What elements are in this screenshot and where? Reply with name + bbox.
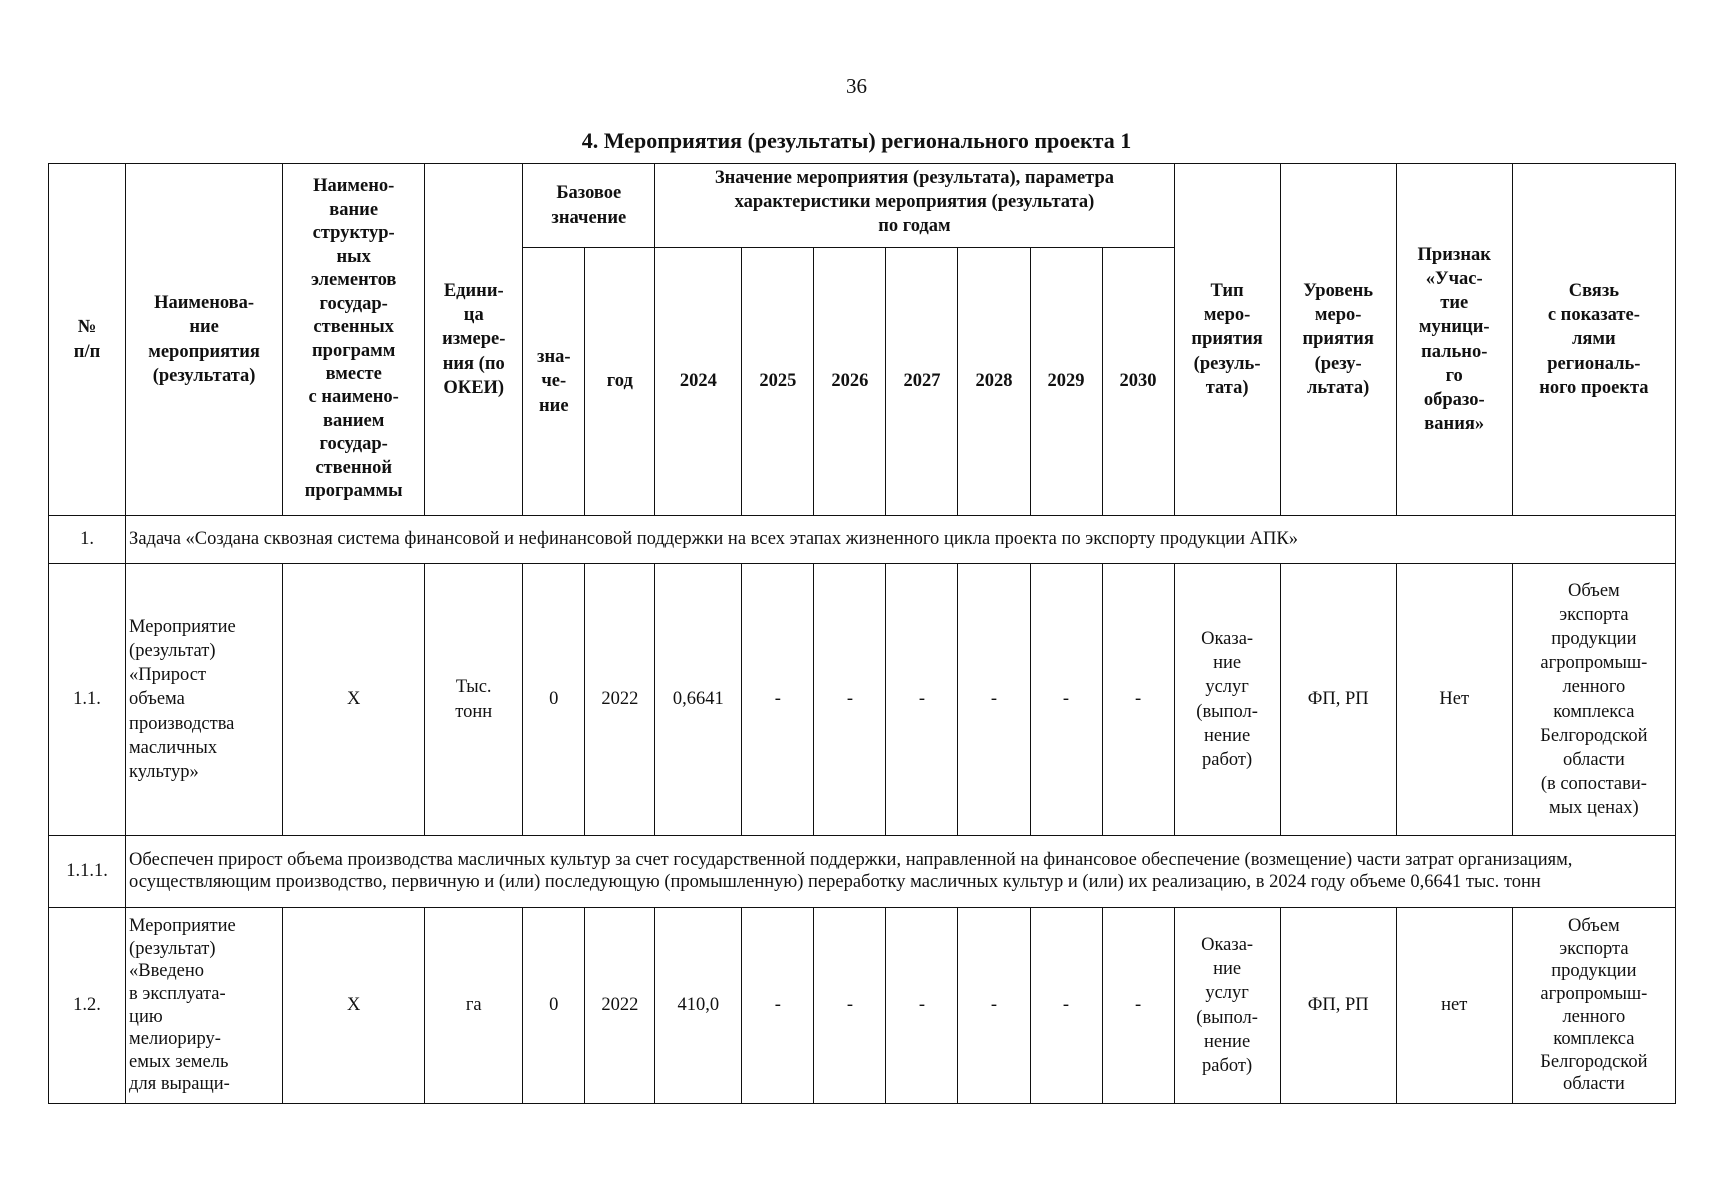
value-2026: -	[814, 564, 886, 836]
base-year: 2022	[585, 908, 655, 1104]
col-header-base-value: зна- че- ние	[523, 248, 585, 516]
base-year: 2022	[585, 564, 655, 836]
col-header-link: Связь с показате- лями региональ- ного проекта	[1512, 164, 1675, 516]
value-2026: -	[814, 908, 886, 1104]
unit: га	[425, 908, 523, 1104]
event-name: Мероприятие (результат) «Прирост объема производства масличных культур»	[126, 564, 283, 836]
row-num: 1.2.	[49, 908, 126, 1104]
col-header-municipal: Признак «Учас- тие муници- пально- го образо- вания»	[1396, 164, 1512, 516]
value-2027: -	[886, 564, 958, 836]
col-header-type: Тип меро- приятия (резуль- тата)	[1174, 164, 1280, 516]
col-header-year-2024: 2024	[655, 248, 742, 516]
value-2025: -	[742, 908, 814, 1104]
col-header-values-group: Значение мероприятия (результата), параметра характеристики мероприятия (результата) по годам	[655, 164, 1174, 248]
col-header-num: № п/п	[49, 164, 126, 516]
value-2028: -	[958, 564, 1030, 836]
task-text: Задача «Создана сквозная система финансовой и нефинансовой поддержки на всех этапах жизненного цикла проекта по экспорту продукции АПК»	[126, 516, 1676, 564]
base-value: 0	[523, 908, 585, 1104]
event-type: Оказа- ние услуг (выпол- нение работ)	[1174, 564, 1280, 836]
event-name: Мероприятие (результат) «Введено в эксплуата- цию мелиориру- емых земель для выращи-	[126, 908, 283, 1104]
base-value: 0	[523, 564, 585, 836]
row-num: 1.1.1.	[49, 836, 126, 908]
value-2030: -	[1102, 564, 1174, 836]
col-header-year-2029: 2029	[1030, 248, 1102, 516]
event-type: Оказа- ние услуг (выпол- нение работ)	[1174, 908, 1280, 1104]
value-2025: -	[742, 564, 814, 836]
events-table	[48, 163, 1676, 1104]
event-level: ФП, РП	[1280, 908, 1396, 1104]
unit: Тыс. тонн	[425, 564, 523, 836]
col-header-year-2026: 2026	[814, 248, 886, 516]
col-header-base: Базовое значение	[523, 164, 655, 248]
col-header-year-2028: 2028	[958, 248, 1030, 516]
indicator-link: Объем экспорта продукции агропромыш- ленного комплекса Белгородской области	[1512, 908, 1675, 1104]
col-header-name: Наименова- ние мероприятия (результата)	[126, 164, 283, 516]
indicator-link: Объем экспорта продукции агропромыш- ленного комплекса Белгородской области (в сопостави- мых ценах)	[1512, 564, 1675, 836]
col-header-unit: Едини- ца измере- ния (по ОКЕИ)	[425, 164, 523, 516]
section-title: 4. Мероприятия (результаты) регионального проекта 1	[581, 128, 1132, 153]
table-row-1-1	[49, 564, 1676, 836]
value-2029: -	[1030, 908, 1102, 1104]
col-header-level: Уровень меро- приятия (резу- льтата)	[1280, 164, 1396, 516]
table-row-1-2	[49, 908, 1676, 1104]
value-2024: 410,0	[655, 908, 742, 1104]
header-row-1	[49, 164, 1676, 248]
value-2024: 0,6641	[655, 564, 742, 836]
table-row-task-1	[49, 516, 1676, 564]
struct-element: Х	[283, 908, 425, 1104]
row-num: 1.	[49, 516, 126, 564]
value-2030: -	[1102, 908, 1174, 1104]
row-num: 1.1.	[49, 564, 126, 836]
result-description: Обеспечен прирост объема производства масличных культур за счет государственной поддержки, направленной на финансовое обеспечение (возмещение) части затрат организациям, осуществляющим производство, первичную и (или) последующую (промышленную) переработку масличных культур и (или) их реализацию, в 2024 году объеме 0,6641 тыс. тонн	[126, 836, 1676, 908]
municipal-flag: нет	[1396, 908, 1512, 1104]
municipal-flag: Нет	[1396, 564, 1512, 836]
col-header-year-2025: 2025	[742, 248, 814, 516]
col-header-base-year: год	[585, 248, 655, 516]
table-row-1-1-1	[49, 836, 1676, 908]
col-header-struct: Наимено- вание структур- ных элементов государ- ственных программ вместе с наимено- ванием государ- ственной программы	[283, 164, 425, 516]
page-number: 36	[846, 74, 867, 98]
value-2028: -	[958, 908, 1030, 1104]
col-header-year-2027: 2027	[886, 248, 958, 516]
value-2027: -	[886, 908, 958, 1104]
struct-element: Х	[283, 564, 425, 836]
value-2029: -	[1030, 564, 1102, 836]
col-header-year-2030: 2030	[1102, 248, 1174, 516]
event-level: ФП, РП	[1280, 564, 1396, 836]
